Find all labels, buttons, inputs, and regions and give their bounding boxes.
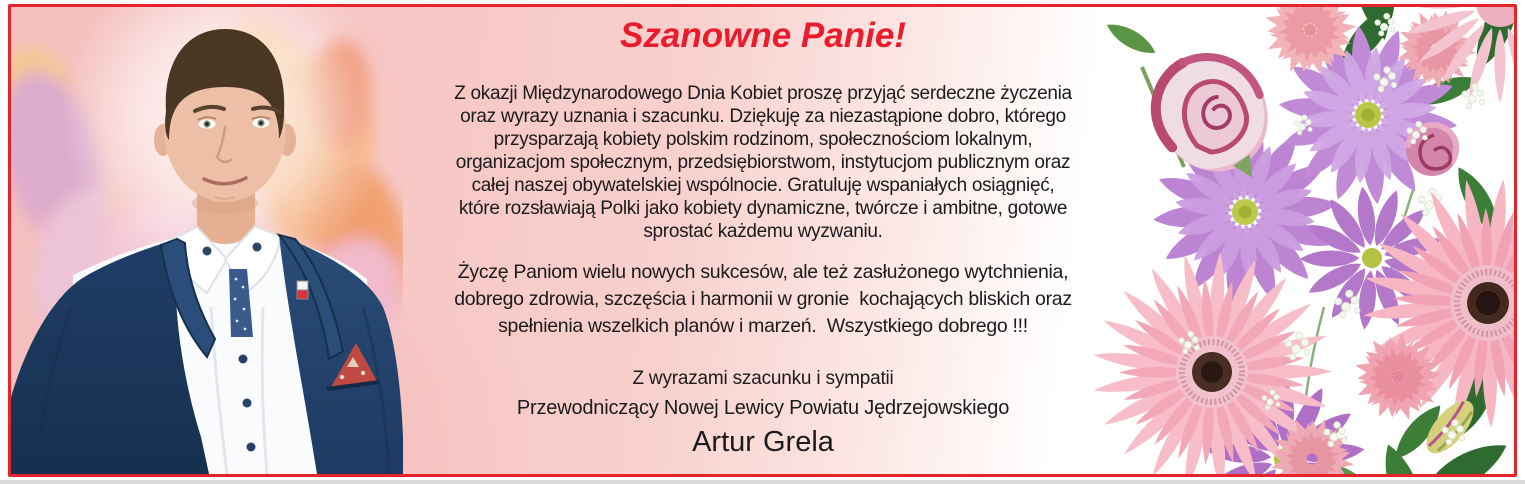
greeting-line: Z okazji Międzynarodowego Dnia Kobiet proszę przyjąć serdeczne życzenia xyxy=(454,83,1072,104)
greeting-line: Życzę Paniom wielu nowych sukcesów, ale też zasłużonego wytchnienia, xyxy=(457,261,1069,283)
greeting-line: organizacjom społecznym, przedsiębiorstwom, instytucjom publicznym oraz xyxy=(455,152,1071,173)
greeting-card xyxy=(8,4,1517,477)
man-portrait-illustration xyxy=(11,7,403,474)
greeting-line: które rozsławiają Polki jako kobiety dynamiczne, twórcze i ambitne, gotowe xyxy=(458,198,1068,219)
page-title: Szanowne Panie! xyxy=(620,16,906,55)
greeting-line: przysparzają kobiety polskim rodzinom, społecznościom lokalnym, xyxy=(493,129,1033,150)
greeting-line: całej naszej obywatelskiej wspólnocie. Gratuluję wspaniałych osiągnięć, xyxy=(471,175,1055,196)
greeting-line: dobrego zdrowia, szczęścia i harmonii w gronie kochających bliskich oraz xyxy=(454,288,1072,310)
flower-bouquet xyxy=(1034,7,1514,474)
greeting-line: spełnienia wszelkich planów i marzeń. Wszystkiego dobrego !!! xyxy=(498,315,1028,337)
flag-pin xyxy=(297,281,308,299)
signature-respect-line: Z wyrazami szacunku i sympatii xyxy=(632,368,894,389)
greeting-text-column xyxy=(393,7,1133,474)
page-edge-divider xyxy=(0,480,1525,484)
greeting-paragraph-2 xyxy=(393,259,1133,340)
portrait-photo xyxy=(11,7,403,474)
greeting-paragraph-1 xyxy=(393,82,1133,243)
greeting-line: oraz wyrazy uznania i szacunku. Dziękuję za niezastąpione dobro, którego xyxy=(460,106,1066,127)
signature-role-line: Przewodniczący Nowej Lewicy Powiatu Jędrzejowskiego xyxy=(516,397,1010,419)
bouquet-illustration xyxy=(1034,7,1514,474)
signature-block xyxy=(393,368,1133,462)
signature-name: Artur Grela xyxy=(692,426,834,458)
greeting-line: sprostać każdemu wyzwaniu. xyxy=(643,221,883,242)
